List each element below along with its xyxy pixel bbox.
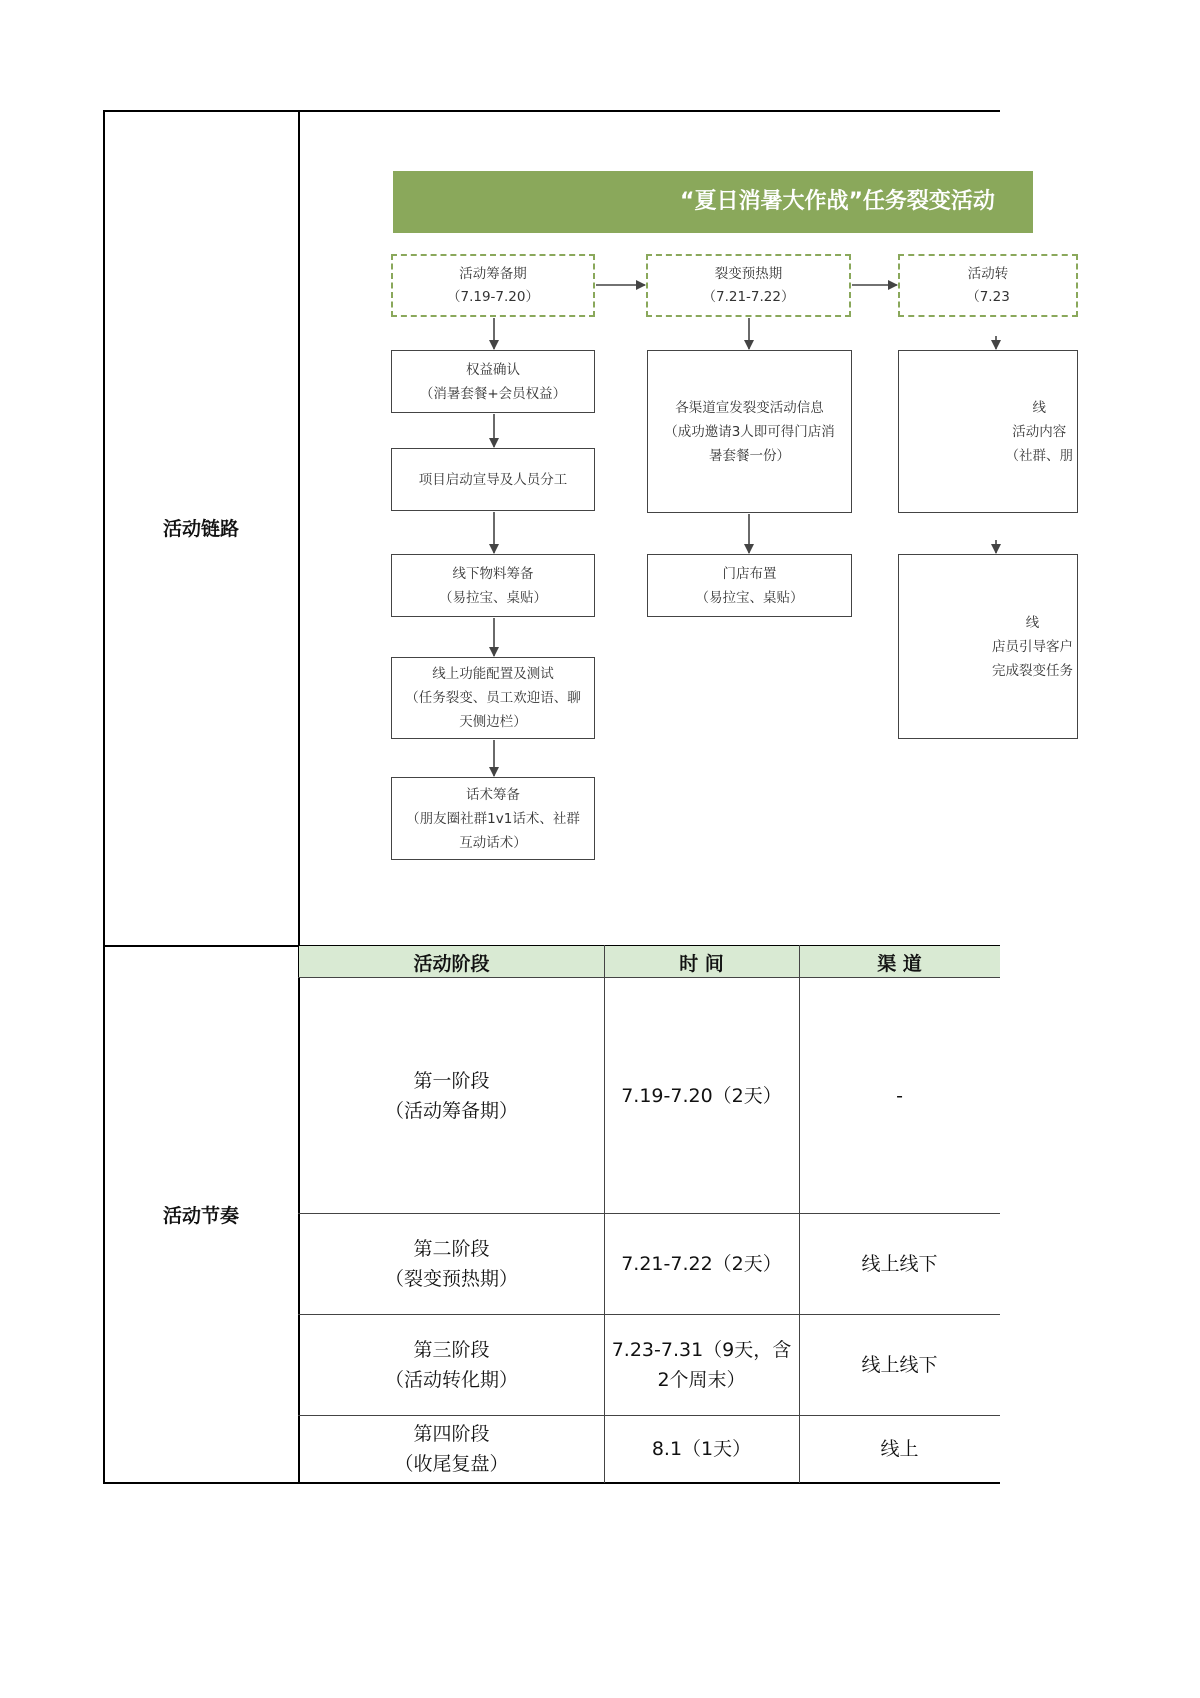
step-benefit-confirm: 权益确认 （消暑套餐+会员权益） [391, 350, 595, 413]
table-header-stage: 活动阶段 [299, 946, 604, 978]
step-online-config: 线上功能配置及测试 （任务裂变、员工欢迎语、聊 天侧边栏） [391, 657, 595, 739]
step-offline-guide-partial: 线 店员引导客户 完成裂变任务 [898, 554, 1078, 739]
flow-banner-title: “夏日消暑大作战”任务裂变活动 [680, 189, 995, 214]
table-header-time: 时 间 [604, 946, 799, 978]
step-kickoff: 项目启动宣导及人员分工 [391, 448, 595, 511]
phase-box-prep: 活动筹备期 （7.19-7.20） [391, 254, 595, 317]
row1-stage: 第一阶段 （活动筹备期） [384, 1069, 518, 1122]
row3-time: 7.23-7.31（9天，含 2个周末） [611, 1339, 792, 1391]
flow-arrows [0, 0, 1000, 960]
row3-channel: 线上线下 [861, 1354, 938, 1376]
section-label-chain: 活动链路 [162, 518, 239, 540]
section-label-rhythm: 活动节奏 [162, 1204, 239, 1227]
table-header-channel: 渠 道 [799, 946, 1000, 978]
row1-time: 7.19-7.20（2天） [621, 1084, 782, 1107]
step-store-setup: 门店布置 （易拉宝、桌贴） [647, 554, 852, 617]
row4-stage: 第四阶段 （收尾复盘） [394, 1423, 509, 1475]
row4-time: 8.1（1天） [651, 1438, 752, 1460]
row2-time: 7.21-7.22（2天） [621, 1253, 782, 1275]
row3-stage: 第三阶段 （活动转化期） [384, 1339, 518, 1391]
step-offline-materials: 线下物料筹备 （易拉宝、桌贴） [391, 554, 595, 617]
grid-line-bottom [103, 1482, 1000, 1484]
row2-stage: 第二阶段 （裂变预热期） [384, 1238, 518, 1290]
row4-channel: 线上 [880, 1438, 919, 1460]
row1-channel: - [896, 1084, 903, 1107]
row2-channel: 线上线下 [861, 1253, 938, 1275]
step-online-content-partial: 线 活动内容 （社群、朋 [898, 350, 1078, 513]
step-scripts: 话术筹备 （朋友圈社群1v1话术、社群 互动话术） [391, 777, 595, 860]
step-channel-promo: 各渠道宣发裂变活动信息 （成功邀请3人即可得门店消 暑套餐一份） [647, 350, 852, 513]
phase-box-warmup: 裂变预热期 （7.21-7.22） [646, 254, 851, 317]
phase-box-conversion: 活动转 （7.23 [898, 254, 1078, 317]
